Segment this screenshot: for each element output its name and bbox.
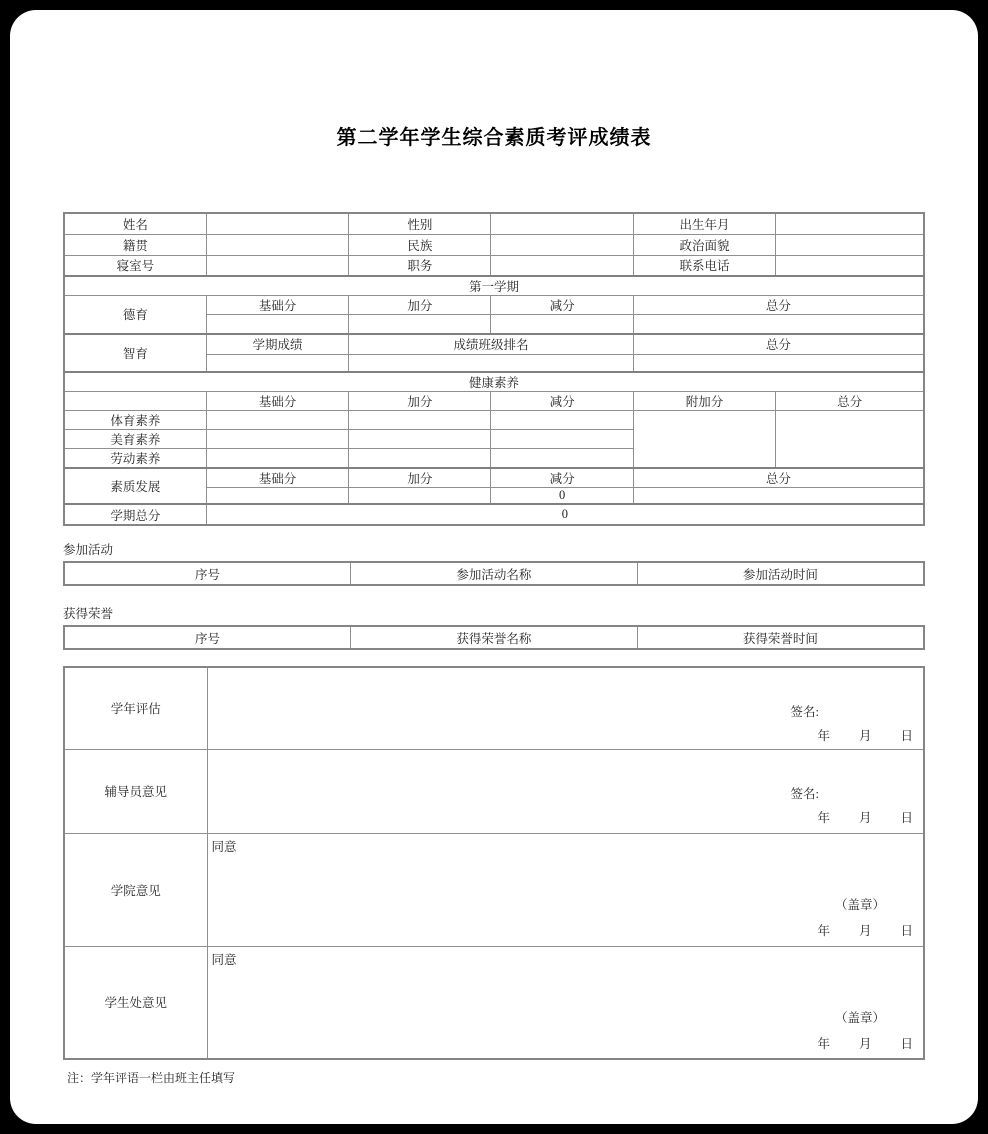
intellect-total-header: 总分 [633, 334, 924, 355]
sign-label: 签名: [790, 705, 819, 719]
phone-label: 联系电话 [633, 255, 775, 276]
moral-total-header: 总分 [633, 296, 924, 315]
honors-col-no: 序号 [64, 626, 351, 649]
agree-text: 同意 [211, 839, 237, 854]
table-row [64, 255, 924, 276]
duty-label: 职务 [349, 255, 491, 276]
quality-base-header: 基础分 [206, 468, 348, 488]
health-minus-header: 减分 [491, 391, 633, 410]
document-content [63, 10, 925, 1086]
origin-label: 籍贯 [64, 234, 206, 255]
semester1-header: 第一学期 [64, 276, 924, 296]
political-label: 政治面貌 [633, 234, 775, 255]
table-row [64, 213, 924, 234]
art-label: 美育素养 [64, 429, 206, 448]
moral-add-cell [349, 315, 491, 334]
day-label: 日 [900, 1036, 913, 1051]
honors-table [63, 625, 925, 650]
month-label: 月 [858, 1036, 872, 1051]
name-value-cell [206, 213, 348, 234]
art-add-cell [349, 429, 491, 448]
footnote: 注：学年评语一栏由班主任填写 [67, 1071, 236, 1085]
phone-value-cell [776, 255, 924, 276]
month-label: 月 [858, 923, 872, 938]
quality-base-cell [206, 487, 348, 504]
day-label: 日 [900, 810, 913, 825]
labor-minus-cell [491, 448, 633, 468]
sport-base-cell [206, 410, 348, 429]
activities-col-name: 参加活动名称 [351, 562, 638, 585]
labor-base-cell [206, 448, 348, 468]
intellect-total-cell [633, 355, 924, 372]
year-eval-cell [207, 667, 924, 749]
health-extra-cell [633, 410, 775, 468]
moral-total-cell [633, 315, 924, 334]
counselor-label: 辅导员意见 [64, 749, 207, 833]
opinions-table [63, 666, 925, 1060]
date-line [212, 726, 920, 744]
name-label: 姓名 [64, 213, 206, 234]
ethnic-label: 民族 [349, 234, 491, 255]
sport-minus-cell [491, 410, 633, 429]
student-affairs-label: 学生处意见 [64, 946, 207, 1059]
health-total-cell [776, 410, 924, 468]
table-row [64, 626, 924, 649]
table-row [64, 667, 924, 749]
moral-minus-cell [491, 315, 633, 334]
term-total-label: 学期总分 [64, 504, 206, 525]
quality-total-cell [633, 487, 924, 504]
year-label: 年 [817, 1036, 830, 1051]
quality-minus-header: 减分 [491, 468, 633, 488]
dorm-label: 寝室号 [64, 255, 206, 276]
moral-base-cell [206, 315, 348, 334]
health-extra-header: 附加分 [633, 391, 775, 410]
gender-value-cell [491, 213, 633, 234]
intellect-score-cell [206, 355, 348, 372]
health-base-header: 基础分 [206, 391, 348, 410]
intellect-label: 智育 [64, 334, 206, 372]
day-label: 日 [900, 729, 913, 743]
political-value-cell [776, 234, 924, 255]
birth-label: 出生年月 [633, 213, 775, 234]
counselor-cell [207, 749, 924, 833]
month-label: 月 [858, 729, 872, 743]
seal-text: （盖章） [834, 1010, 885, 1025]
health-total-header: 总分 [776, 391, 924, 410]
intellect-rank-header: 成绩班级排名 [349, 334, 634, 355]
health-header: 健康素养 [64, 372, 924, 392]
origin-value-cell [206, 234, 348, 255]
quality-total-header: 总分 [633, 468, 924, 488]
ethnic-value-cell [491, 234, 633, 255]
signature-line [212, 784, 920, 802]
table-row [64, 562, 924, 585]
table-row [64, 234, 924, 255]
table-row [64, 749, 924, 833]
activities-table [63, 561, 925, 586]
date-line [212, 921, 920, 939]
day-label: 日 [900, 923, 913, 938]
moral-base-header: 基础分 [206, 296, 348, 315]
year-label: 年 [817, 923, 830, 938]
quality-add-cell [349, 487, 491, 504]
college-label: 学院意见 [64, 833, 207, 946]
art-base-cell [206, 429, 348, 448]
moral-add-header: 加分 [349, 296, 491, 315]
duty-value-cell [491, 255, 633, 276]
agree-text: 同意 [211, 952, 237, 967]
date-line [212, 808, 920, 826]
year-label: 年 [817, 729, 830, 743]
activities-title: 参加活动 [63, 543, 114, 557]
table-row [64, 391, 924, 410]
table-row [64, 946, 924, 1059]
seal-text: （盖章） [834, 897, 885, 912]
gender-label: 性别 [349, 213, 491, 234]
table-row [64, 833, 924, 946]
dorm-value-cell [206, 255, 348, 276]
sport-label: 体育素养 [64, 410, 206, 429]
labor-add-cell [349, 448, 491, 468]
student-affairs-cell [207, 946, 924, 1059]
activities-col-no: 序号 [64, 562, 351, 585]
activities-col-time: 参加活动时间 [637, 562, 924, 585]
quality-label: 素质发展 [64, 468, 206, 505]
year-eval-label: 学年评估 [64, 667, 207, 749]
moral-minus-header: 减分 [491, 296, 633, 315]
table-row [64, 296, 924, 315]
signature-line [212, 702, 920, 720]
quality-add-header: 加分 [349, 468, 491, 488]
table-row [64, 410, 924, 429]
labor-label: 劳动素养 [64, 448, 206, 468]
quality-minus-value: 0 [491, 487, 633, 504]
moral-label: 德育 [64, 296, 206, 334]
honors-col-name: 获得荣誉名称 [351, 626, 638, 649]
table-row [64, 276, 924, 296]
term-total-value: 0 [206, 504, 924, 525]
health-add-header: 加分 [349, 391, 491, 410]
intellect-score-header: 学期成绩 [206, 334, 348, 355]
intellect-rank-cell [349, 355, 634, 372]
sport-add-cell [349, 410, 491, 429]
page-title: 第二学年学生综合素质考评成绩表 [336, 127, 652, 149]
college-cell [207, 833, 924, 946]
document-page [10, 10, 978, 1124]
table-row [64, 468, 924, 488]
date-line [212, 1034, 920, 1052]
table-row [64, 504, 924, 525]
score-table [63, 212, 925, 526]
table-row [64, 372, 924, 392]
honors-title: 获得荣誉 [63, 607, 114, 621]
birth-value-cell [776, 213, 924, 234]
table-row [64, 334, 924, 355]
art-minus-cell [491, 429, 633, 448]
health-empty-cell [64, 391, 206, 410]
year-label: 年 [817, 810, 830, 825]
honors-col-time: 获得荣誉时间 [637, 626, 924, 649]
month-label: 月 [858, 810, 872, 825]
sign-label: 签名: [790, 786, 819, 801]
